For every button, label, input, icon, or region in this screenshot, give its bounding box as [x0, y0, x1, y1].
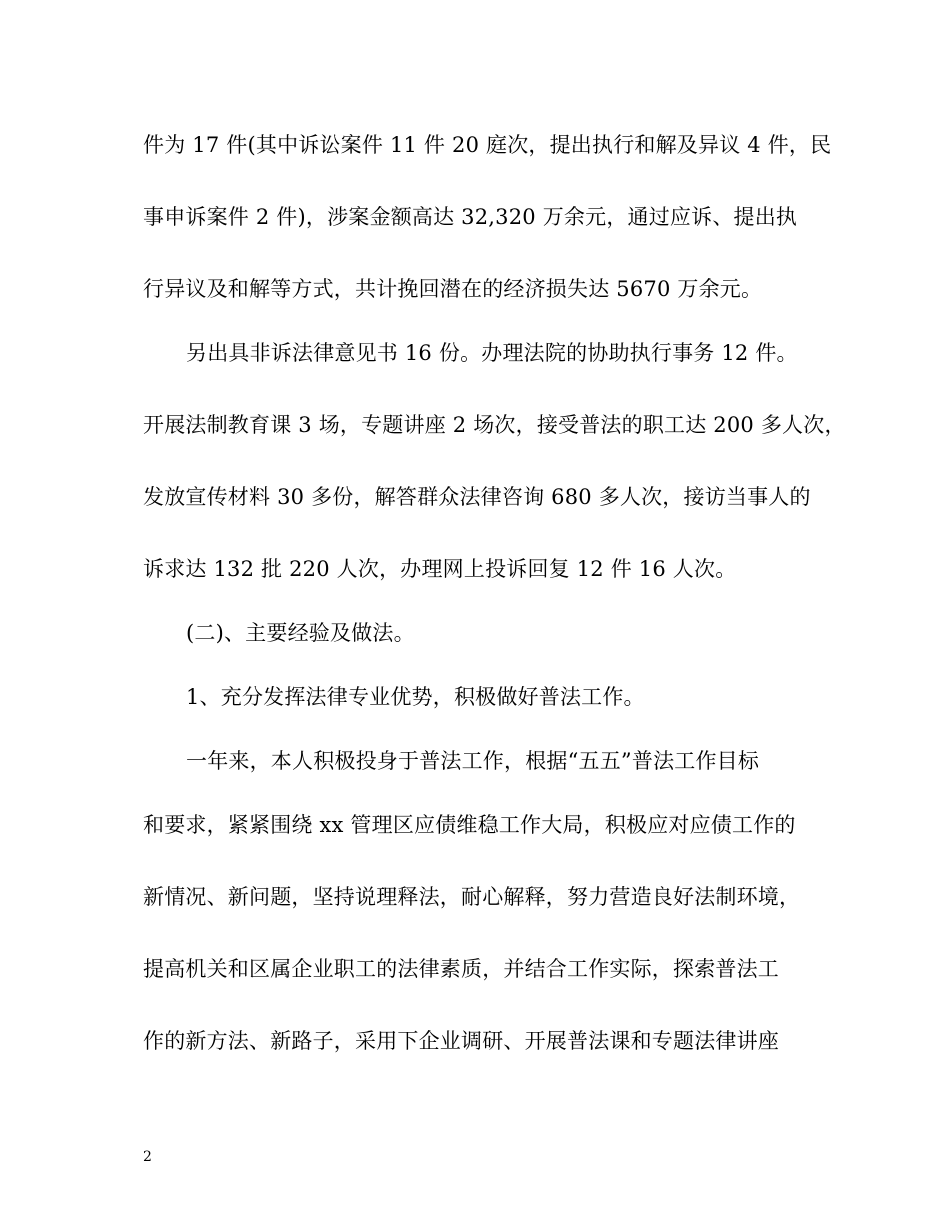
- body-text-line: 提高机关和区属企业职工的法律素质，并结合工作实际，探索普法工: [143, 957, 779, 981]
- body-text-line: 作的新方法、新路子，采用下企业调研、开展普法课和专题法律讲座: [143, 1029, 779, 1053]
- body-text-line: 件为 17 件(其中诉讼案件 11 件 20 庭次，提出执行和解及异议 4 件，民: [143, 133, 832, 157]
- body-text-line: 行异议及和解等方式，共计挽回潜在的经济损失达 5670 万余元。: [143, 277, 763, 301]
- section-heading: (二)、主要经验及做法。: [186, 621, 415, 645]
- body-text-line: 和要求，紧紧围绕 xx 管理区应债维稳工作大局，积极应对应债工作的: [143, 813, 796, 837]
- body-text-line: 一年来，本人积极投身于普法工作，根据“五五”普法工作目标: [186, 749, 760, 773]
- page-number: 2: [143, 1149, 152, 1165]
- body-text-line: 开展法制教育课 3 场，专题讲座 2 场次，接受普法的职工达 200 多人次，: [143, 413, 846, 437]
- body-text-line: 新情况、新问题，坚持说理释法，耐心解释，努力营造良好法制环境，: [143, 885, 801, 909]
- body-text-line: 事申诉案件 2 件)，涉案金额高达 32,320 万余元，通过应诉、提出执: [143, 205, 798, 229]
- body-text-line: 诉求达 132 批 220 人次，办理网上投诉回复 12 件 16 人次。: [143, 557, 737, 581]
- body-text-line: 发放宣传材料 30 多份，解答群众法律咨询 680 多人次，接访当事人的: [143, 485, 811, 509]
- subsection-heading: 1、充分发挥法律专业优势，积极做好普法工作。: [186, 685, 645, 709]
- body-text-line: 另出具非诉法律意见书 16 份。办理法院的协助执行事务 12 件。: [186, 341, 798, 365]
